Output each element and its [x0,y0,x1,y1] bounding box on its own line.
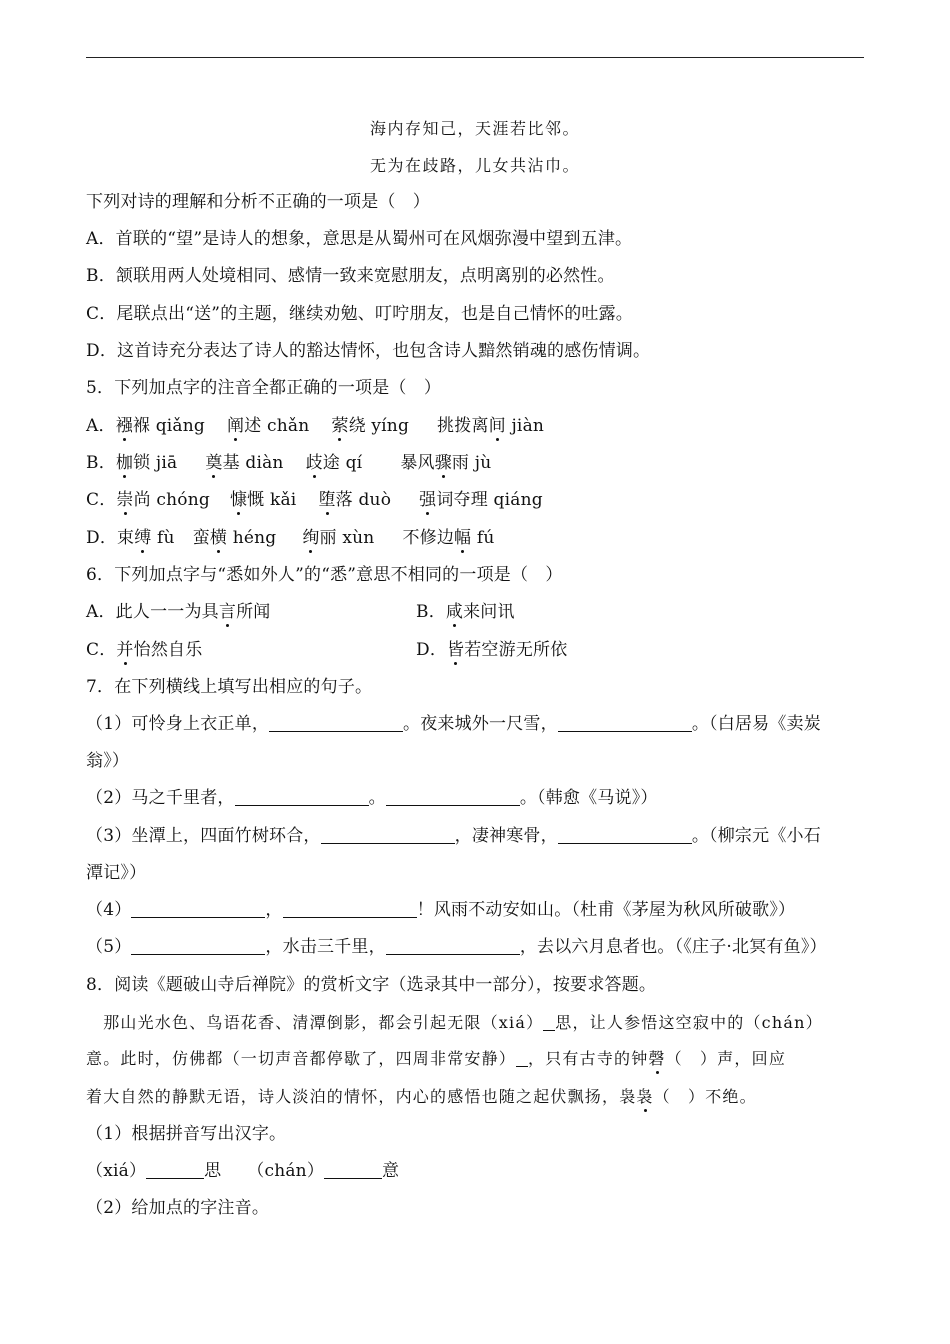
option-label: B． [86,453,116,473]
dotted-char: 奠 [205,453,223,473]
q6-option-d: D．皆若空游无所依 [416,640,568,660]
q6-option-b: B．咸来问讯 [416,602,515,622]
header-rule [86,57,864,58]
q8-passage-line-1: 那山光水色、鸟语花香、清潭倒影，都会引起无限（xiá） 思，让人参悟这空寂中的（chán） [86,1013,823,1032]
option-c: C．尾联点出“送”的主题，继续劝勉、叮咛朋友，也是自己情怀的吐露。 [86,304,633,324]
question-5-stem: 5．下列加点字的注音全都正确的一项是（ ） [86,378,442,398]
q7-item-1: （1）可怜身上衣正单， 。夜来城外一尺雪， 。（白居易《卖炭 [86,714,821,734]
option-label: D． [86,528,118,548]
q5-a-word-3: 萦绕 yíng [331,416,410,436]
q6-row-1 [86,602,864,622]
answer-blank[interactable] [131,901,265,918]
dotted-char: 歧 [305,453,323,473]
q5-option-d [86,528,517,548]
answer-blank[interactable] [558,715,692,732]
dotted-char: 横 [209,528,228,548]
dotted-char: 磬 [648,1049,666,1068]
answer-blank[interactable] [283,901,417,918]
q5-d-word-3: 绚丽 xùn [302,528,375,548]
q8-sub-2: （2）给加点的字注音。 [86,1198,270,1218]
dotted-char: 堕 [318,490,336,510]
q5-b-word-4: 暴风骤雨 jù [400,453,492,473]
dotted-char: 崇 [116,490,134,510]
q6-option-c: C．并怡然自乐 [86,640,203,660]
question-8-stem: 8．阅读《题破山寺后禅院》的赏析文字（选录其中一部分），按要求答题。 [86,975,657,995]
answer-blank[interactable] [558,827,692,844]
q5-c-word-3: 堕落 duò [318,490,392,510]
q5-option-a [86,416,566,436]
poem-line-2: 无为在歧路，儿女共沾巾。 [369,156,580,175]
dotted-char: 咸 [445,602,464,622]
option-label: A． [86,416,116,436]
option-label: C． [86,490,117,510]
question-7-stem: 7．在下列横线上填写出相应的句子。 [86,677,373,697]
q7-item-3-cont: 潭记》） [86,863,147,883]
dotted-char: 襁 [115,416,133,436]
option-b: B．颔联用两人处境相同、感情一致来宽慰朋友，点明离别的必然性。 [86,266,615,286]
dotted-char: 强 [419,490,437,510]
dotted-char: 幅 [454,528,472,548]
answer-blank[interactable] [131,938,265,955]
q8-sub-1: （1）根据拼音写出汉字。 [86,1124,287,1144]
q5-a-word-4: 挑拨离间 jiàn [437,416,545,436]
dotted-char: 袅 [636,1087,654,1106]
option-d: D．这首诗充分表达了诗人的豁达情怀，也包含诗人黯然销魂的感伤情调。 [86,341,651,361]
answer-blank[interactable] [321,827,455,844]
question-stem: 下列对诗的理解和分析不正确的一项是（ ） [86,192,430,212]
dotted-char: 言 [218,602,237,622]
answer-blank[interactable] [516,1050,528,1067]
dotted-char: 骤 [434,453,452,473]
poem-line-1: 海内存知己，天涯若比邻。 [369,119,580,138]
dotted-char: 枷 [115,453,134,473]
dotted-char: 皆 [447,640,465,660]
q5-c-word-2: 慷慨 kǎi [229,490,297,510]
q5-c-word-4: 强词夺理 qiáng [419,490,543,510]
dotted-char: 萦 [331,416,349,436]
q6-row-2 [86,640,864,660]
dotted-char: 慷 [229,490,248,510]
dotted-char: 阐 [226,416,245,436]
answer-blank[interactable] [386,938,520,955]
q6-option-a: A．此人一一为具言所闻 [86,602,271,622]
q5-c-word-1: 崇尚 chóng [116,490,210,510]
dotted-char: 缚 [134,528,152,548]
answer-blank[interactable] [543,1014,555,1031]
answer-blank[interactable] [146,1162,204,1179]
q5-a-word-2: 阐述 chǎn [226,416,310,436]
answer-blank[interactable] [324,1162,382,1179]
dotted-char: 绚 [302,528,320,548]
dotted-char: 并 [116,640,134,660]
q5-option-c [86,490,565,510]
q5-b-word-1: 枷锁 jiā [115,453,178,473]
option-a: A．首联的“望”是诗人的想象，意思是从蜀州可在风烟弥漫中望到五津。 [86,229,633,249]
answer-blank[interactable] [235,789,369,806]
q5-option-b [86,453,513,473]
q7-item-1-cont: 翁》） [86,751,130,771]
q5-a-word-1: 襁褓 qiǎng [115,416,205,436]
q5-d-word-4: 不修边幅 fú [402,528,495,548]
q7-item-4: （4） ， ！风雨不动安如山。（杜甫《茅屋为秋风所破歌》） [86,900,796,920]
question-6-stem: 6．下列加点字与“悉如外人”的“悉”意思不相同的一项是（ ） [86,565,563,585]
q5-b-word-3: 歧途 qí [305,453,363,473]
q8-passage-line-3: 着大自然的静默无语，诗人淡泊的情怀，内心的感悟也随之起伏飘扬，袅袅（ ）不绝。 [86,1087,757,1106]
answer-blank[interactable] [386,789,520,806]
q7-item-5: （5） ，水击三千里， ，去以六月息者也。（《庄子·北冥有鱼》） [86,937,827,957]
q7-item-3: （3）坐潭上，四面竹树环合， ，凄神寒骨， 。（柳宗元《小石 [86,826,821,846]
q5-d-word-2: 蛮横 héng [192,528,277,548]
q5-d-word-1: 束缚 fù [117,528,175,548]
q5-b-word-2: 奠基 diàn [205,453,284,473]
q7-item-2: （2）马之千里者， 。 。（韩愈《马说》） [86,788,658,808]
dotted-char: 间 [488,416,506,436]
answer-blank[interactable] [269,715,403,732]
q8-sub-1-answers: （xiá） 思 （chán） 意 [86,1161,400,1181]
q8-passage-line-2: 意。此时，仿佛都（一切声音都停歇了，四周非常安静） ，只有古寺的钟磬（ ）声，回应 [86,1049,787,1068]
